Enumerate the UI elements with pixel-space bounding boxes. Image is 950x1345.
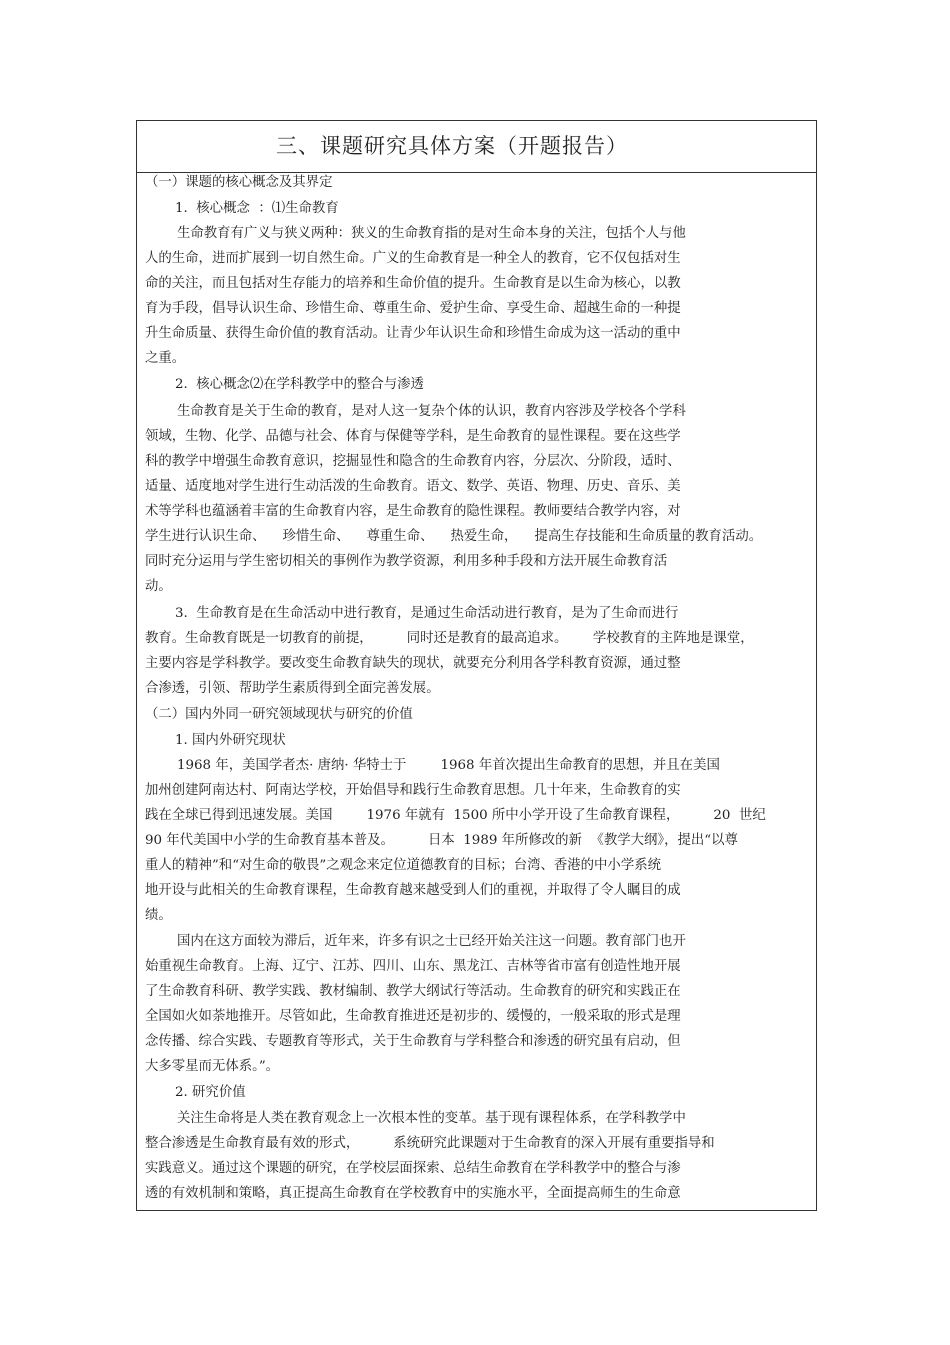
text-line: 主要内容是学科教学。要改变生命教育缺失的现状，就要充分利用各学科教育资源，通过整	[145, 656, 681, 671]
text-line: 加州创建阿南达村、阿南达学校，开始倡导和践行生命教育思想。几十年来，生命教育的实	[145, 783, 681, 798]
text-line: 地开设与此相关的生命教育课程，生命教育越来越受到人们的重视，并取得了令人瞩目的成	[145, 883, 681, 898]
text-line: 重人的精神”和“对生命的敬畏”之观念来定位道德教育的目标；台湾、香港的中小学系统	[145, 858, 661, 873]
text-line: （一）课题的核心概念及其界定	[145, 175, 333, 190]
text-line: 大多零星而无体系。”。	[145, 1059, 280, 1074]
text-line: 了生命教育科研、教学实践、教材编制、教学大纲试行等活动。生命教育的研究和实践正在	[145, 984, 681, 999]
text-line: 适量、适度地对学生进行生动活泼的生命教育。语文、数学、英语、物理、历史、音乐、美	[145, 479, 681, 494]
text-line: 命的关注，而且包括对生存能力的培养和生命价值的提升。生命教育是以生命为核心，以教	[145, 276, 681, 291]
text-line: 动。	[145, 579, 172, 594]
text-line: （二）国内外同一研究领域现状与研究的价值	[145, 707, 413, 722]
report-frame	[136, 120, 817, 1211]
text-line: 念传播、综合实践、专题教育等形式，关于生命教育与学科整合和渗透的研究虽有启动，但	[145, 1034, 681, 1049]
text-line: 2. 研究价值	[175, 1085, 246, 1100]
text-line: 绩。	[145, 908, 172, 923]
text-line: 升生命质量、获得生命价值的教育活动。让青少年认识生命和珍惜生命成为这一活动的重中	[145, 326, 681, 341]
text-line: 科的教学中增强生命教育意识，挖掘显性和隐含的生命教育内容，分层次、分阶段，适时、	[145, 454, 681, 469]
text-line: 术等学科也蕴涵着丰富的生命教育内容，是生命教育的隐性课程。教师要结合教学内容，对	[145, 504, 681, 519]
text-line: 透的有效机制和策略，真正提高生命教育在学校教育中的实施水平，全面提高师生的生命意	[145, 1186, 681, 1201]
text-line: 全国如火如荼地推开。尽管如此，生命教育推进还是初步的、缓慢的，一般采取的形式是理	[145, 1009, 681, 1024]
text-line: 2. 核心概念⑵在学科教学中的整合与渗透	[175, 377, 424, 392]
text-line: 育为手段，倡导认识生命、珍惜生命、尊重生命、爱护生命、享受生命、超越生命的一种提	[145, 301, 681, 316]
text-line: 始重视生命教育。上海、辽宁、江苏、四川、山东、黑龙江、吉林等省市富有创造性地开展	[145, 959, 681, 974]
title-row	[137, 121, 816, 173]
text-line: 1. 国内外研究现状	[175, 733, 286, 748]
text-line: 学生进行认识生命、 珍惜生命、 尊重生命、 热爱生命， 提高生存技能和生命质量的教育活动。	[145, 529, 763, 544]
text-line: 合渗透，引领、帮助学生素质得到全面完善发展。	[145, 681, 440, 696]
text-line: 教育。生命教育既是一切教育的前提， 同时还是教育的最高追求。 学校教育的主阵地是课堂，	[145, 631, 754, 646]
text-line: 整合渗透是生命教育最有效的形式， 系统研究此课题对于生命教育的深入开展有重要指导和	[145, 1136, 715, 1151]
text-line: 3. 生命教育是在生命活动中进行教育，是通过生命活动进行教育，是为了生命而进行	[175, 606, 679, 621]
text-line: 关注生命将是人类在教育观念上一次根本性的变革。基于现有课程体系，在学科教学中	[177, 1111, 686, 1126]
text-line: 1. 核心概念 ：⑴生命教育	[175, 201, 339, 216]
text-line: 1968 年，美国学者杰· 唐纳· 华特士于 1968 年首次提出生命教育的思想，并且在美国	[177, 758, 720, 773]
page-title: 三、课题研究具体方案（开题报告）	[276, 134, 628, 158]
text-line: 实践意义。通过这个课题的研究，在学校层面探索、总结生命教育在学科教学中的整合与渗	[145, 1161, 681, 1176]
text-line: 生命教育有广义与狭义两种：狭义的生命教育指的是对生命本身的关注，包括个人与他	[177, 226, 686, 241]
text-line: 之重。	[145, 351, 186, 366]
text-line: 人的生命，进而扩展到一切自然生命。广义的生命教育是一种全人的教育，它不仅包括对生	[145, 251, 681, 266]
text-line: 生命教育是关于生命的教育，是对人这一复杂个体的认识，教育内容涉及学校各个学科	[177, 404, 686, 419]
text-line: 同时充分运用与学生密切相关的事例作为教学资源，利用多种手段和方法开展生命教育活	[145, 554, 668, 569]
text-line: 领域，生物、化学、品德与社会、体育与保健等学科，是生命教育的显性课程。要在这些学	[145, 429, 681, 444]
text-line: 90 年代美国中小学的生命教育基本普及。 日本 1989 年所修改的新 《教学大纲》，提出“以尊	[145, 833, 738, 848]
text-line: 国内在这方面较为滞后，近年来，许多有识之士已经开始关注这一问题。教育部门也开	[177, 934, 686, 949]
text-line: 践在全球已得到迅速发展。美国 1976 年就有 1500 所中小学开设了生命教育课程， 20 世纪	[145, 808, 766, 823]
